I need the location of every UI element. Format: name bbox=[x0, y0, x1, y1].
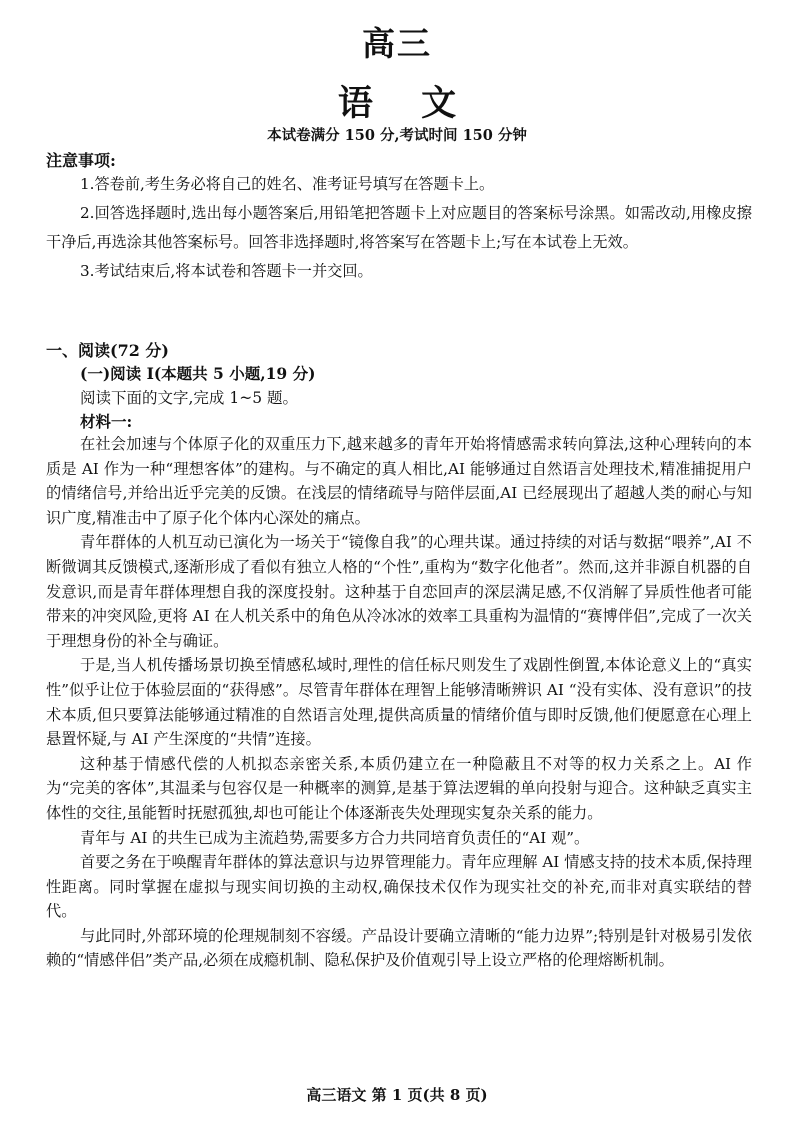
passage-paragraph: 青年与 AI 的共生已成为主流趋势,需要多方合力共同培育负责任的“AI 观”。 bbox=[80, 828, 590, 847]
exam-info: 本试卷满分 150 分,考试时间 150 分钟 bbox=[267, 127, 527, 144]
instruction: 阅读下面的文字,完成 1~5 题。 bbox=[80, 389, 298, 407]
passage-paragraph: 于是,当人机传播场景切换至情感私域时,理性的信任标尺则发生了戏剧性倒置,本体论意义上的“真实性”似乎让位于体验层面的“获得感”。尽管青年群体在理智上能够清晰辨识 AI “没有实体、没有意识”的技术本质,但只要算法能够通过精准的自然语言处理,提供高质量的情绪价值与即时反馈,他们便愿意在心理上悬置怀疑,与 AI 产生深度的“共情”连接。 bbox=[46, 656, 752, 749]
passage-paragraph: 在社会加速与个体原子化的双重压力下,越来越多的青年开始将情感需求转向算法,这种心理转向的本质是 AI 作为一种“理想客体”的建构。与不确定的真人相比,AI 能够通过自然语言处理技术,精准捕捉用户的情绪信号,并给出近乎完美的反馈。在浅层的情绪疏导与陪伴层面,AI 已经展现出了超越人类的耐心与知识广度,精准击中了原子化个体内心深处的痛点。 bbox=[46, 435, 752, 527]
subject-title: 语 文 bbox=[337, 83, 457, 124]
notice-item: 3.考试结束后,将本试卷和答题卡一并交回。 bbox=[80, 262, 373, 280]
notice-item: 2.回答选择题时,选出每小题答案后,用铅笔把答题卡上对应题目的答案标号涂黑。如需改动,用橡皮擦干净后,再选涂其他答案标号。回答非选择题时,将答案写在答题卡上;写在本试卷上无效。 bbox=[46, 204, 752, 251]
material-label: 材料一: bbox=[80, 412, 133, 431]
passage-paragraph: 青年群体的人机互动已演化为一场关于“镜像自我”的心理共谋。通过持续的对话与数据“喂养”,AI 不断微调其反馈模式,逐渐形成了看似有独立人格的“个性”,重构为“数字化他者”。然而,这并非源自机器的自发意识,而是青年群体理想自我的深度投射。这种基于自恋回声的深层满足感,不仅消解了异质性他者可能带来的冲突风险,更将 AI 在人机关系中的角色从冷冰冰的效率工具重构为温情的“赛博伴侣”,完成了一次关于理想身份的补全与确证。 bbox=[46, 533, 752, 650]
reading-passage bbox=[46, 432, 752, 973]
page-footer: 高三语文 第 1 页(共 8 页) bbox=[306, 1086, 488, 1104]
notice-item: 1.答卷前,考生务必将自己的姓名、准考证号填写在答题卡上。 bbox=[80, 175, 495, 193]
sub-section-heading: (一)阅读 Ⅰ(本题共 5 小题,19 分) bbox=[80, 364, 316, 383]
notice-list bbox=[46, 170, 752, 286]
passage-paragraph: 与此同时,外部环境的伦理规制刻不容缓。产品设计要确立清晰的“能力边界”;特别是针对极易引发依赖的“情感伴侣”类产品,必须在成瘾机制、隐私保护及价值观引导上设立严格的伦理熔断机制。 bbox=[46, 926, 752, 970]
notice-heading: 注意事项: bbox=[46, 151, 116, 170]
grade-title: 高三 bbox=[362, 24, 432, 63]
section-heading: 一、阅读(72 分) bbox=[46, 341, 169, 360]
passage-paragraph: 这种基于情感代偿的人机拟态亲密关系,本质仍建立在一种隐蔽且不对等的权力关系之上。AI 作为“完美的客体”,其温柔与包容仅是一种概率的测算,是基于算法逻辑的单向投射与迎合。这种缺乏真实主体性的交往,虽能暂时抚慰孤独,却也可能让个体逐渐丧失处理现实复杂关系的能力。 bbox=[46, 754, 752, 822]
passage-paragraph: 首要之务在于唤醒青年群体的算法意识与边界管理能力。青年应理解 AI 情感支持的技术本质,保持理性距离。同时掌握在虚拟与现实间切换的主动权,确保技术仅作为现实社交的补充,而非对真实联结的替代。 bbox=[46, 853, 752, 921]
